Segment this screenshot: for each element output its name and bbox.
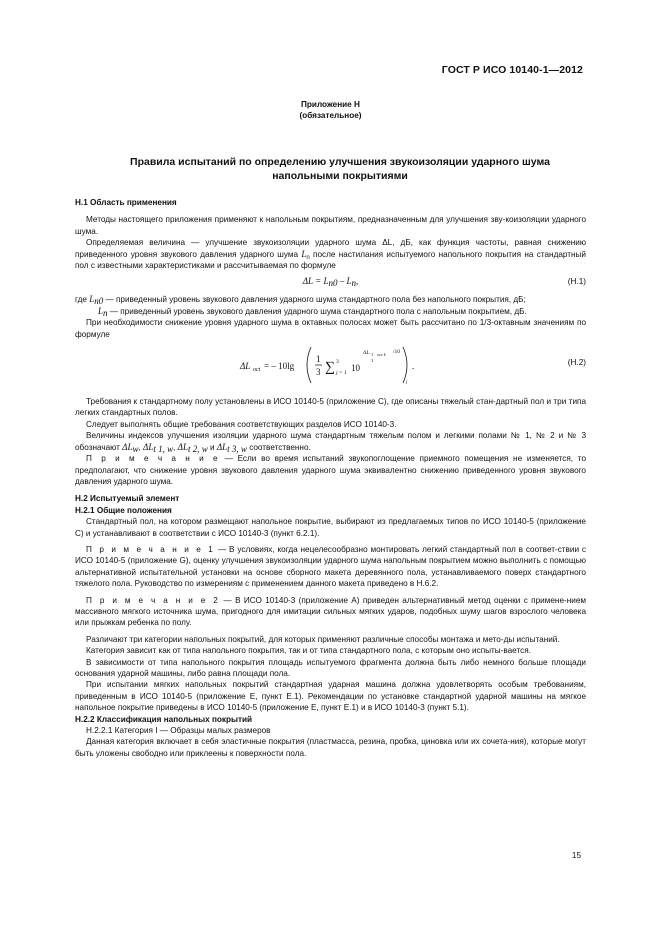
paragraph: Требования к стандартному полу установлены в ИСО 10140-5 (приложение С), где описаны тяжелый стан-дартный пол и три типа легких стандартных полов. <box>75 397 586 418</box>
svg-text:ΔL: ΔL <box>240 361 251 372</box>
annex-title-line2: напольными покрытиями <box>272 169 408 182</box>
svg-text:3: 3 <box>371 358 374 364</box>
page-number: 15 <box>571 851 581 860</box>
svg-text:∑: ∑ <box>325 360 335 376</box>
svg-text:3: 3 <box>316 367 321 378</box>
subsection-heading-h2-2-1: Н.2.2.1 Категория I — Образцы малых размеров <box>86 726 271 736</box>
svg-text:oct: oct <box>253 367 261 374</box>
note-2: П р и м е ч а н и е 2 — В ИСО 10140-3 (приложение А) приведен альтернативный метод оценки с примене-нием массивного мягкого источника шума, пригодного для имитации сильных мягких ударов, подобных шуму шагов взрослого человека или прыжкам ребенка по полу. <box>75 595 587 628</box>
subsection-heading-h2-2: Н.2.2 Классификация напольных покрытий <box>75 714 253 724</box>
note: П р и м е ч а н и е — Если во время испытаний звукопоглощение приемного помещения не изменяется, то предполагают, что снижение уровня звукового давления ударного шума эквивалентно снижению приведенного уровня звукового давления ударного шума. <box>75 454 586 486</box>
svg-text:j = 1: j = 1 <box>336 370 347 377</box>
formula-number: (Н.2) <box>567 358 586 368</box>
paragraph: Величины индексов улучшения изоляции ударного шума стандартным тяжелым полом и легкими полами № 1, № 2 и № 3 обозначают $\Delta L_w$, $\Delta L_{t 1, w}$, $\Delta L_{t 2, w}$ и $\Delta L_{t 3, w}$ соответственно. <box>75 431 586 454</box>
body-text <box>75 197 586 759</box>
paragraph: Категория зависит как от типа напольного покрытия, так и от типа стандартного пола, с которым оно испыты-вается. <box>86 646 531 656</box>
subsection-heading-h2-1: Н.2.1 Общие положения <box>75 505 172 515</box>
annex-title <box>70 156 610 183</box>
formula-number: (Н.1) <box>567 277 586 287</box>
svg-text:10: 10 <box>351 363 360 374</box>
svg-text:oct k: oct k <box>377 352 386 358</box>
annex-label <box>0 99 661 121</box>
svg-text:j: j <box>406 380 408 386</box>
paragraph: При необходимости снижение уровня ударного шума в октавных полосах может быть рассчитано по 1/3-октавным значениям по формуле <box>75 318 586 339</box>
svg-text:1: 1 <box>316 354 321 365</box>
paragraph: При испытании мягких напольных покрытий стандартная ударная машина должна удовлетворять особым требованиям, приведенным в ИСО 10140-5 (приложение Е, пункт Е.1). Рекомендации по установке стандартной ударной машины на мягкое напольное покрытие приведены в ИСО 10140-5 (приложение Е, пункт Е.1) и в ИСО 10140-3 (пункт 5.1). <box>75 680 586 713</box>
formula-h1: $\Delta L = L_{n0} - L_n$, (Н.1) <box>302 276 586 289</box>
paragraph: Данная категория включает в себя эластичные покрытия (пластмасса, резина, пробка, циновка или их сочета-ния), которые могут быть уложены свободно или приклеены к поверхности пола. <box>75 737 586 758</box>
annex-status: (обязательное) <box>299 111 362 120</box>
svg-text:1: 1 <box>371 352 374 358</box>
formula-h2 <box>75 342 586 388</box>
note-1: П р и м е ч а н и е 1 — В условиях, когда нецелесообразно монтировать легкий стандартный пол в соответ-ствии с ИСО 10140-5 (приложение G), оценку улучшения звукоизоляции ударного шума напольным покрытием можно выполнить с помощью альтернативной испытательной установки на основе сборного макета деревянного пола, устанавливаемого поверх стандартного тяжелого пола. Руководство по измерениям с применением данного макета приведено в Н.6.2. <box>75 544 586 589</box>
paragraph: Определяемая величина — улучшение звукоизоляции ударного шума ΔL, дБ, как функция частоты, равная снижению приведенного уровня звукового давления ударного шума $L_n$ после настилания испытуемого напольного покрытия на стандартный пол с известными характеристиками и рассчитываемая по формуле <box>75 238 586 271</box>
svg-text:3: 3 <box>336 359 339 366</box>
section-heading-h2: Н.2 Испытуемый элемент <box>75 494 180 504</box>
document-code: ГОСТ Р ИСО 10140-1—2012 <box>441 64 583 76</box>
paragraph: Стандартный пол, на котором размещают напольное покрытие, выбирают из предлагаемых типов по ИСО 10140-5 (приложение С) и устанавливают в соответствии с ИСО 10140-3 (пункт 6.2.1). <box>75 517 586 538</box>
svg-text:ΔL: ΔL <box>363 350 370 357</box>
paragraph: Различают три категории напольных покрытий, для которых применяют различные способы монтажа и мето-ды испытаний. <box>86 634 560 644</box>
svg-text:= – 10lg: = – 10lg <box>264 361 295 372</box>
section-heading-h1: Н.1 Область применения <box>75 198 177 207</box>
formula-where-1: где $L_{n0}$ — приведенный уровень звукового давления ударного шума стандартного пола без напольного покрытия, дБ; <box>75 294 526 307</box>
paragraph: Следует выполнять общие требования соответствующих разделов ИСО 10140-3. <box>86 419 397 429</box>
svg-text:.: . <box>412 361 415 372</box>
formula-h2-graphic <box>75 342 586 388</box>
paragraph: Методы настоящего приложения применяют к напольным покрытиям, предназначенным для улучшения зву-коизоляции ударного шума. <box>75 215 586 236</box>
paragraph: В зависимости от типа напольного покрытия площадь испытуемого фрагмента должна быть либо немного больше площади основания ударной машины, либо равна площади пола. <box>75 657 586 678</box>
formula-where-2: $L_n$ — приведенный уровень звукового давления ударного шума стандартного пола с напольным покрытием, дБ. <box>98 305 527 318</box>
annex-title-line1: Правила испытаний по определению улучшения звукоизоляции ударного шума <box>130 156 550 168</box>
annex-number: Приложение Н <box>301 100 360 109</box>
svg-text:/10: /10 <box>393 349 401 356</box>
